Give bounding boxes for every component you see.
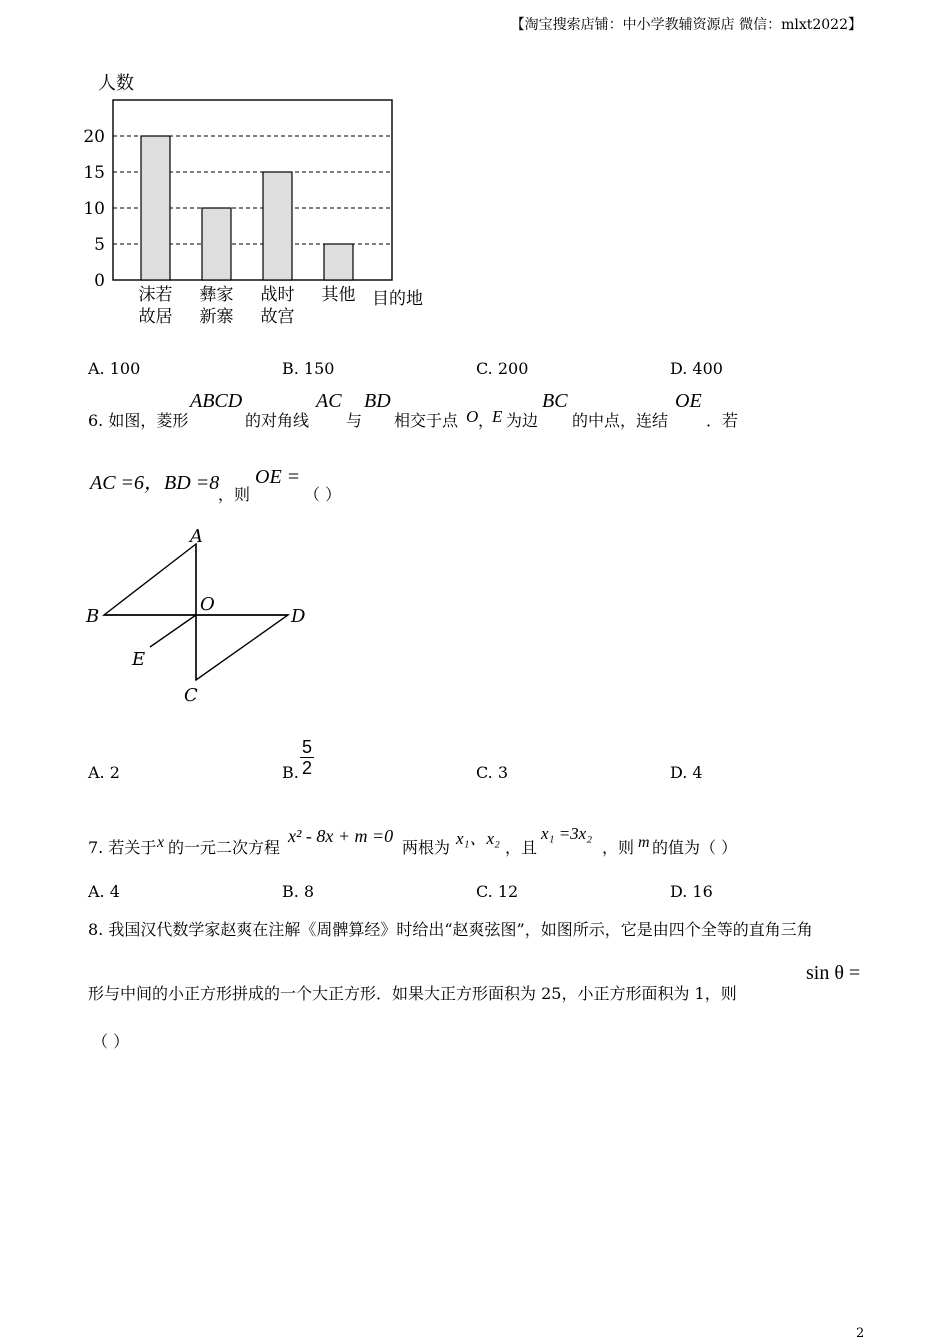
q8-answer-paren: （ ） [92,1032,130,1051]
bar [141,136,170,280]
q7-option-d: D. 16 [670,882,713,901]
q7-equation: x² - 8x + m =0 [288,826,394,846]
q6-text-3: 相交于点 [394,411,459,430]
y-tick-label: 5 [94,235,105,255]
q7-text-3: 两根为 [402,838,451,857]
rhombus-figure [80,522,320,712]
q6-point-o: O [466,407,479,426]
q6-option-d: D. 4 [670,763,703,782]
q6-oe-equals: OE = [255,466,301,488]
q7-relation: x₁ =3x₂ [541,824,593,843]
q7-text-6: 的值为（ ） [652,838,738,857]
label-b: B [86,606,100,627]
q6-side-bc: BC [542,390,568,412]
q6-option-b: B. [282,763,299,782]
q6-option-b-fraction [300,737,314,778]
q8-sin-theta: sin θ = [806,962,861,984]
q7-option-a: A. 4 [88,882,120,901]
segment-oe [150,615,196,647]
x-tick-label: 彝家 [199,285,234,305]
q5-option-b: B. 150 [282,359,335,378]
q6-diagonal-ac: AC [316,390,342,412]
q6-number: 6. 如图，菱形 [88,411,189,430]
x-tick-label: 其他 [321,285,356,305]
q6-text-7: ，则 [218,485,251,504]
y-tick-label: 0 [94,271,105,291]
bar-chart [80,68,440,338]
q6-answer-paren: （ ） [304,485,342,504]
page-number: 2 [856,1326,865,1341]
fraction-denominator: 2 [301,758,312,778]
y-tick-label: 10 [83,199,105,219]
bar [324,244,353,280]
page-header: 【淘宝搜索店铺：中小学教辅资源店 微信：mlxt2022】 [510,17,862,33]
q6-condition: AC =6，BD =8 [90,472,220,494]
q6-point-e: E [492,407,503,426]
q6-rhombus-name: ABCD [190,390,243,412]
x-tick-label: 故宫 [260,307,295,327]
x-tick-label: 故居 [138,307,173,327]
y-tick-label: 15 [83,163,105,183]
label-d: D [291,606,306,627]
q6-text-2: 与 [346,411,363,430]
q7-option-c: C. 12 [476,882,519,901]
q6-comma: ， [478,411,495,430]
q6-text-6: ．若 [706,411,739,430]
bar [263,172,292,280]
x-axis-label: 目的地 [372,289,423,309]
fraction-numerator: 5 [301,737,312,757]
q7-var-x: x [157,834,165,851]
q5-option-a: A. 100 [88,359,141,378]
bar [202,208,231,280]
q6-diagonal-bd: BD [364,390,391,412]
q8-stem-line1: 8. 我国汉代数学家赵爽在注解《周髀算经》时给出“赵爽弦图”，如图所示，它是由四个全等的直角三角 [88,920,813,939]
q7-var-m: m [638,834,650,851]
label-a: A [190,526,203,547]
x-tick-label: 新寨 [199,307,234,327]
q7-text-2: 的一元二次方程 [168,838,281,857]
q6-text-4: 为边 [506,411,539,430]
y-tick-label: 20 [83,127,105,147]
q5-option-d: D. 400 [670,359,723,378]
q7-text-4: ，且 [505,838,538,857]
q7-text-1: 7. 若关于 [88,838,157,857]
q6-option-a: A. 2 [88,763,120,782]
y-axis-label: 人数 [98,73,134,94]
q7-roots: x₁、x₂ [456,829,500,848]
q8-stem-line2: 形与中间的小正方形拼成的一个大正方形．如果大正方形面积为 25，小正方形面积为 1，则 [88,984,737,1003]
label-e: E [132,649,146,670]
label-o: O [200,594,215,615]
x-tick-label: 战时 [260,285,295,305]
label-c: C [184,685,198,706]
q6-segment-oe: OE [675,390,702,412]
x-tick-label: 沫若 [138,285,173,305]
q6-text-1: 的对角线 [245,411,310,430]
q7-option-b: B. 8 [282,882,315,901]
q6-option-c: C. 3 [476,763,509,782]
q7-text-5: ，则 [602,838,635,857]
q5-option-c: C. 200 [476,359,529,378]
q6-text-5: 的中点，连结 [572,411,669,430]
